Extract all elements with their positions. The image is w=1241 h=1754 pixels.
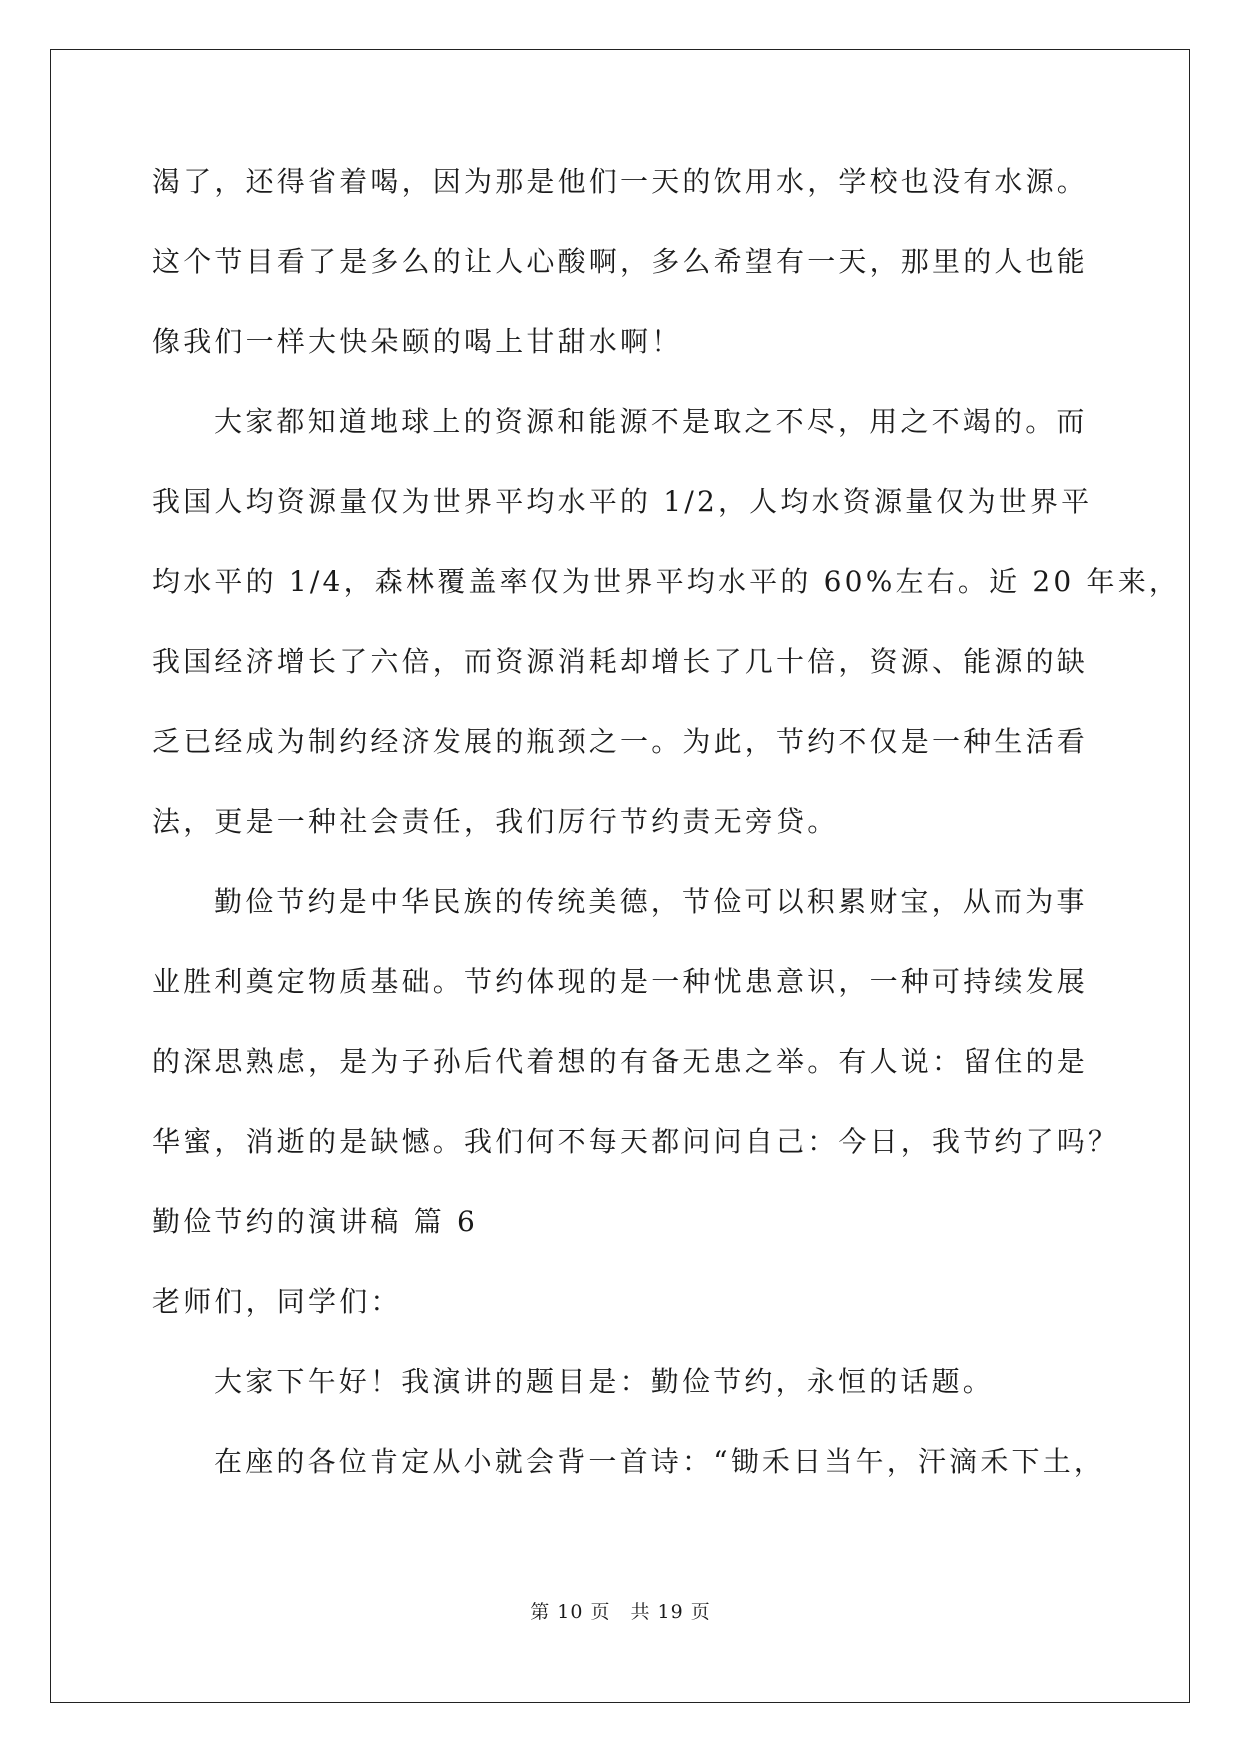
salutation: 老师们，同学们：	[152, 1285, 402, 1318]
text-line: 我国人均资源量仅为世界平均水平的 1/2，人均水资源量仅为世界平	[152, 485, 1093, 518]
section-heading: 勤俭节约的演讲稿 篇 6	[152, 1205, 479, 1238]
text-line: 业胜利奠定物质基础。节约体现的是一种忧患意识，一种可持续发展	[152, 965, 1089, 998]
text-line: 像我们一样大快朵颐的喝上甘甜水啊！	[152, 325, 683, 358]
paragraph-first-line: 大家都知道地球上的资源和能源不是取之不尽，用之不竭的。而	[214, 405, 1088, 438]
text-line: 均水平的 1/4，森林覆盖率仅为世界平均水平的 60%左右。近 20 年来，	[152, 565, 1181, 598]
text-line: 法，更是一种社会责任，我们厉行节约责无旁贷。	[152, 805, 839, 838]
paragraph-first-line: 大家下午好！我演讲的题目是：勤俭节约，永恒的话题。	[214, 1365, 995, 1398]
text-line: 渴了，还得省着喝，因为那是他们一天的饮用水，学校也没有水源。	[152, 165, 1089, 198]
page-number-footer: 第 10 页 共 19 页	[530, 1601, 711, 1623]
text-line: 我国经济增长了六倍，而资源消耗却增长了几十倍，资源、能源的缺	[152, 645, 1089, 678]
paragraph-first-line: 在座的各位肯定从小就会背一首诗：“锄禾日当午，汗滴禾下土，	[214, 1445, 1106, 1478]
text-line: 乏已经成为制约经济发展的瓶颈之一。为此，节约不仅是一种生活看	[152, 725, 1089, 758]
text-line: 华蜜，消逝的是缺憾。我们何不每天都问问自己：今日，我节约了吗？	[152, 1125, 1120, 1158]
text-line: 的深思熟虑，是为子孙后代着想的有备无患之举。有人说：留住的是	[152, 1045, 1089, 1078]
paragraph-first-line: 勤俭节约是中华民族的传统美德，节俭可以积累财宝，从而为事	[214, 885, 1088, 918]
document-body	[152, 152, 1181, 1512]
text-line: 这个节目看了是多么的让人心酸啊，多么希望有一天，那里的人也能	[152, 245, 1089, 278]
